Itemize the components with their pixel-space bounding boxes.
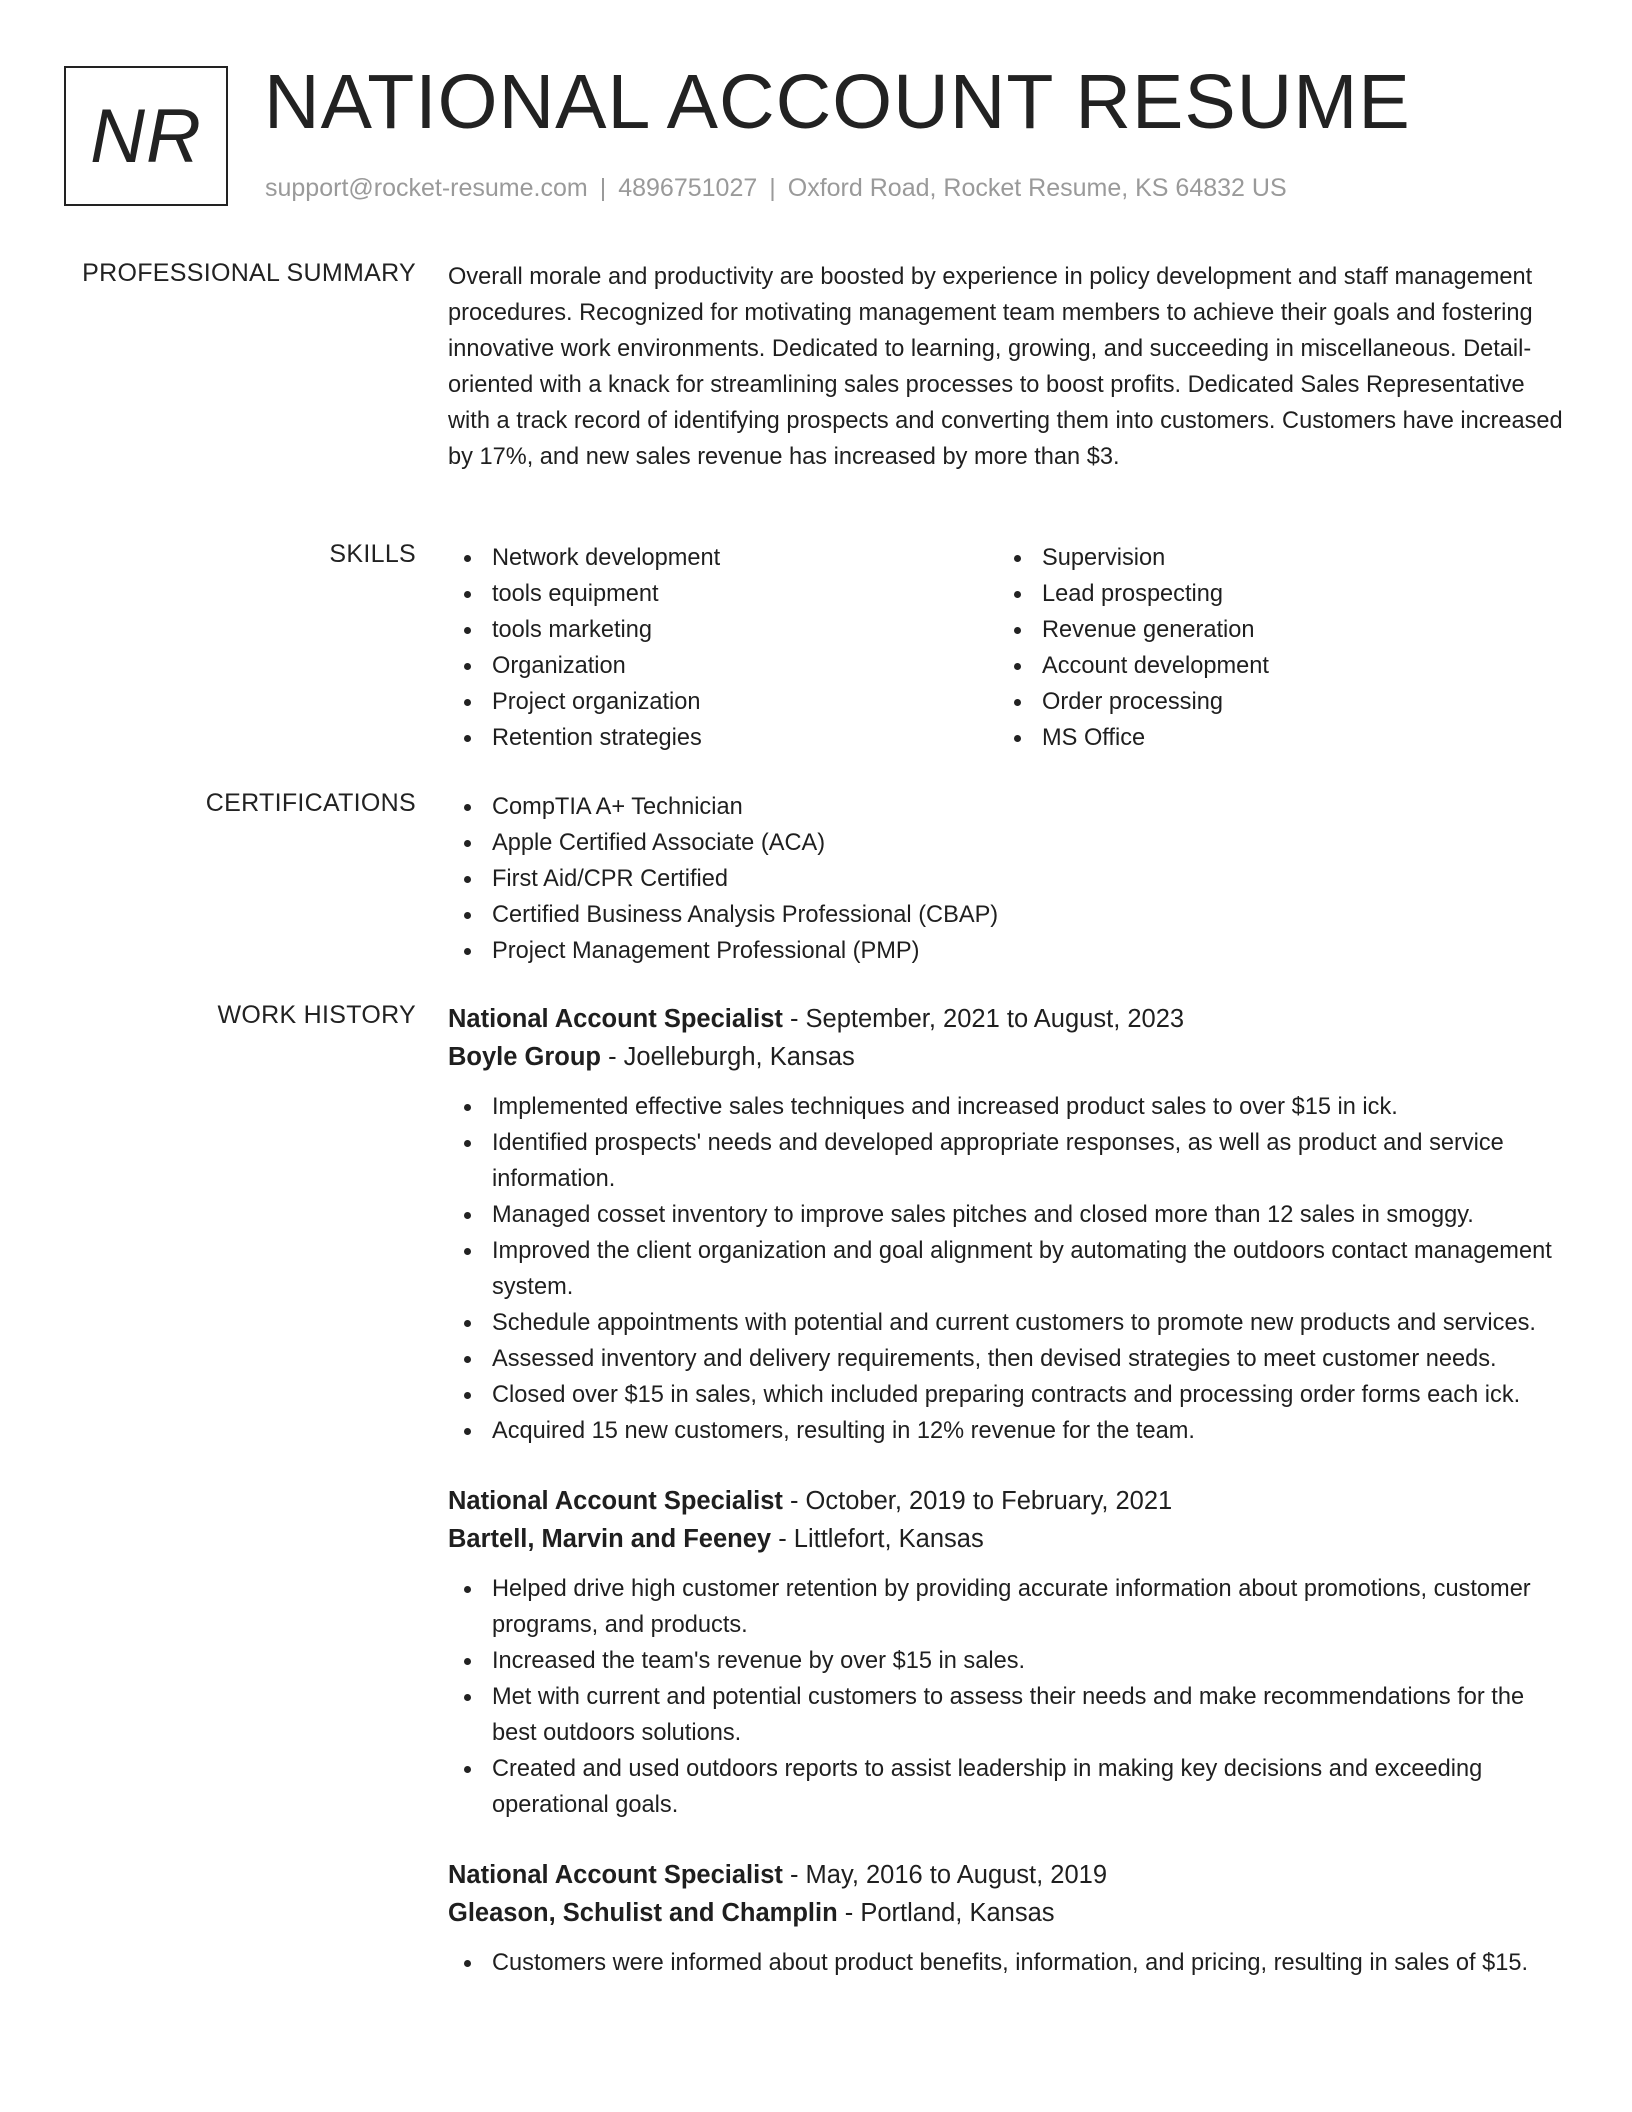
- monogram-initials: NR: [90, 93, 202, 179]
- job-bullet: Implemented effective sales techniques and increased product sales to over $15 in ick.: [448, 1089, 1568, 1125]
- job-title: National Account Specialist: [448, 1487, 783, 1515]
- work-history-body: [448, 1000, 1568, 1981]
- section-label-work-history: WORK HISTORY: [217, 1001, 416, 1029]
- summary-text: Overall morale and productivity are boosted by experience in policy development and staff management procedures. Recognized for motivating management team members to achieve their goals and fostering innovative work environments. Dedicated to learning, growing, and succeeding in miscellaneous. Detail-oriented with a knack for streamlining sales processes to boost profits. Dedicated Sales Representative with a track record of identifying prospects and converting them into customers. Customers have increased by 17%, and new sales revenue has increased by more than $3.: [448, 264, 1563, 470]
- job-title-line: [448, 1482, 1568, 1520]
- section-label-skills: SKILLS: [329, 540, 416, 568]
- contact-separator: |: [769, 174, 776, 202]
- job-company-line: [448, 1894, 1568, 1932]
- job-bullets: [448, 1571, 1568, 1823]
- contact-line: [265, 174, 1287, 203]
- certification-item: CompTIA A+ Technician: [448, 789, 1568, 825]
- section-label-summary: PROFESSIONAL SUMMARY: [82, 259, 416, 287]
- job-bullet: Increased the team's revenue by over $15 in sales.: [448, 1643, 1568, 1679]
- skill-item: MS Office: [998, 720, 1548, 756]
- job-company-line: [448, 1038, 1568, 1076]
- job-company: Bartell, Marvin and Feeney: [448, 1525, 772, 1553]
- contact-email: support@rocket-resume.com: [265, 174, 588, 202]
- certification-item: First Aid/CPR Certified: [448, 861, 1568, 897]
- job-bullet: Met with current and potential customers to assess their needs and make recommendations for the best outdoors solutions.: [448, 1679, 1568, 1751]
- job-bullet: Improved the client organization and goal alignment by automating the outdoors contact management system.: [448, 1233, 1568, 1305]
- resume-header: [64, 59, 1564, 216]
- job-location: - Littlefort, Kansas: [778, 1525, 984, 1553]
- skill-item: tools marketing: [448, 612, 998, 648]
- contact-phone: 4896751027: [618, 174, 758, 202]
- skills-columns: [448, 540, 1568, 756]
- job-dates: - October, 2019 to February, 2021: [789, 1487, 1173, 1515]
- monogram-box: [64, 66, 228, 206]
- job-title: National Account Specialist: [448, 1005, 783, 1033]
- skills-body: [448, 540, 1568, 756]
- skill-item: Network development: [448, 540, 998, 576]
- skill-item: Supervision: [998, 540, 1548, 576]
- job-bullet: Managed cosset inventory to improve sales pitches and closed more than 12 sales in smoggy.: [448, 1197, 1568, 1233]
- job-bullet: Closed over $15 in sales, which included preparing contracts and processing order forms each ick.: [448, 1377, 1568, 1413]
- certification-item: Project Management Professional (PMP): [448, 933, 1568, 969]
- job-entry: [448, 1000, 1568, 1449]
- skill-item: Order processing: [998, 684, 1548, 720]
- skill-item: Account development: [998, 648, 1548, 684]
- resume-title: NATIONAL ACCOUNT RESUME: [264, 59, 1411, 145]
- summary-body: [448, 259, 1568, 475]
- skill-item: Lead prospecting: [998, 576, 1548, 612]
- job-title-line: [448, 1856, 1568, 1894]
- job-bullet: Assessed inventory and delivery requirements, then devised strategies to meet customer needs.: [448, 1341, 1568, 1377]
- job-entry: [448, 1856, 1568, 1981]
- job-location: - Joelleburgh, Kansas: [608, 1043, 855, 1071]
- job-bullet: Schedule appointments with potential and current customers to promote new products and services.: [448, 1305, 1568, 1341]
- section-label-certifications: CERTIFICATIONS: [205, 789, 416, 817]
- job-title-line: [448, 1000, 1568, 1038]
- contact-address: Oxford Road, Rocket Resume, KS 64832 US: [787, 174, 1287, 202]
- certifications-list: [448, 789, 1568, 969]
- job-company: Boyle Group: [448, 1043, 602, 1071]
- job-company-line: [448, 1520, 1568, 1558]
- job-bullets: [448, 1089, 1568, 1449]
- skill-item: Organization: [448, 648, 998, 684]
- job-bullet: Customers were informed about product benefits, information, and pricing, resulting in sales of $15.: [448, 1945, 1568, 1981]
- job-title: National Account Specialist: [448, 1861, 783, 1889]
- skill-item: tools equipment: [448, 576, 998, 612]
- job-bullet: Helped drive high customer retention by providing accurate information about promotions, customer programs, and products.: [448, 1571, 1568, 1643]
- job-company: Gleason, Schulist and Champlin: [448, 1899, 838, 1927]
- job-bullet: Created and used outdoors reports to assist leadership in making key decisions and exceeding operational goals.: [448, 1751, 1568, 1823]
- job-entry: [448, 1482, 1568, 1823]
- skills-list-left: [448, 540, 998, 756]
- skill-item: Revenue generation: [998, 612, 1548, 648]
- job-dates: - May, 2016 to August, 2019: [789, 1861, 1108, 1889]
- skill-item: Retention strategies: [448, 720, 998, 756]
- skills-list-right: [998, 540, 1548, 756]
- certification-item: Certified Business Analysis Professional (CBAP): [448, 897, 1568, 933]
- contact-separator: |: [599, 174, 607, 202]
- job-location: - Portland, Kansas: [844, 1899, 1055, 1927]
- job-bullet: Identified prospects' needs and developed appropriate responses, as well as product and service information.: [448, 1125, 1568, 1197]
- job-dates: - September, 2021 to August, 2023: [789, 1005, 1185, 1033]
- job-bullet: Acquired 15 new customers, resulting in 12% revenue for the team.: [448, 1413, 1568, 1449]
- certification-item: Apple Certified Associate (ACA): [448, 825, 1568, 861]
- skill-item: Project organization: [448, 684, 998, 720]
- certifications-body: [448, 789, 1568, 969]
- job-bullets: [448, 1945, 1568, 1981]
